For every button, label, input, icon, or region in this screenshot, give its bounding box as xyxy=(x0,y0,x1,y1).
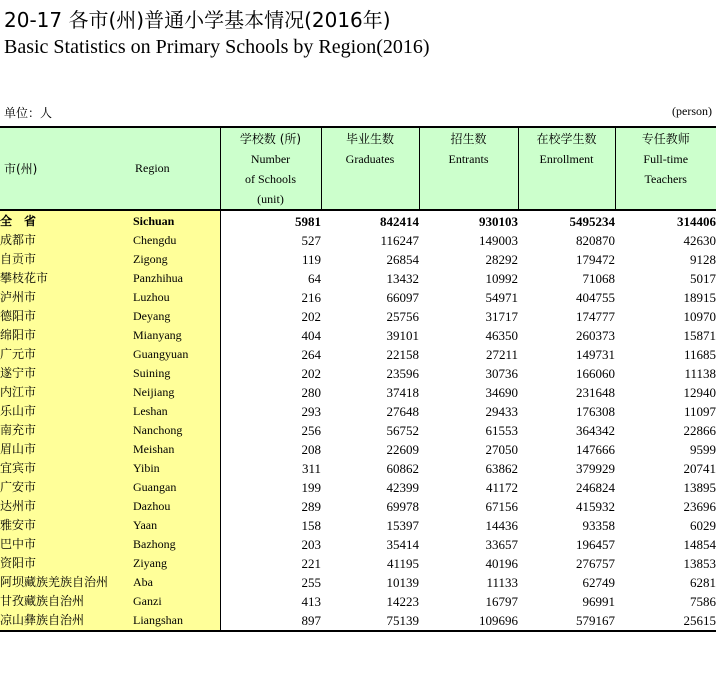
graduates-cell: 42399 xyxy=(386,480,419,495)
teachers-cell: 314406 xyxy=(677,213,716,229)
entrants-cell: 930103 xyxy=(479,213,518,229)
enrollment-cell: 179472 xyxy=(576,252,615,267)
region-name-cn: 攀枝花市 xyxy=(0,269,133,288)
region-name-cn: 成都市 xyxy=(0,231,133,250)
region-name-cn: 南充市 xyxy=(0,421,133,440)
region-name-en: Ziyang xyxy=(133,554,220,573)
table-row xyxy=(0,231,716,250)
enrollment-cell: 196457 xyxy=(576,537,615,552)
table-row xyxy=(0,364,716,383)
region-name-cn: 甘孜藏族自治州 xyxy=(0,592,133,611)
region-name-en: Mianyang xyxy=(133,326,220,345)
header-entrants-en: Entrants xyxy=(448,152,489,166)
graduates-cell: 69978 xyxy=(386,499,419,514)
table-row xyxy=(0,459,716,478)
region-name-cn: 乐山市 xyxy=(0,402,133,421)
enrollment-cell: 276757 xyxy=(576,556,615,571)
table-row xyxy=(0,611,716,631)
header-region-cn: 市(州) xyxy=(0,127,133,210)
table-row xyxy=(0,592,716,611)
enrollment-cell: 364342 xyxy=(576,423,615,438)
schools-cell: 311 xyxy=(220,459,321,478)
teachers-cell: 9599 xyxy=(690,442,716,457)
teachers-cell: 23696 xyxy=(683,499,716,514)
statistics-table xyxy=(0,126,716,632)
schools-cell: 413 xyxy=(220,592,321,611)
region-name-cn: 内江市 xyxy=(0,383,133,402)
region-name-cn: 德阳市 xyxy=(0,307,133,326)
table-row xyxy=(0,573,716,592)
entrants-cell: 33657 xyxy=(485,537,518,552)
graduates-cell: 842414 xyxy=(380,213,419,229)
region-name-en: Aba xyxy=(133,573,220,592)
entrants-cell: 30736 xyxy=(485,366,518,381)
region-name-en: Panzhihua xyxy=(133,269,220,288)
schools-cell: 202 xyxy=(220,364,321,383)
teachers-cell: 6029 xyxy=(690,518,716,533)
table-row xyxy=(0,383,716,402)
table-row xyxy=(0,307,716,326)
schools-cell: 404 xyxy=(220,326,321,345)
graduates-cell: 41195 xyxy=(386,556,419,571)
table-row xyxy=(0,269,716,288)
unit-label-cn: 单位：人 xyxy=(4,106,53,120)
teachers-cell: 10970 xyxy=(683,309,716,324)
graduates-cell: 25756 xyxy=(386,309,419,324)
entrants-cell: 67156 xyxy=(485,499,518,514)
region-name-cn: 凉山彝族自治州 xyxy=(0,611,133,631)
table-row xyxy=(0,288,716,307)
schools-cell: 119 xyxy=(220,250,321,269)
graduates-cell: 75139 xyxy=(321,611,419,631)
schools-cell: 264 xyxy=(220,345,321,364)
header-schools xyxy=(220,127,321,210)
entrants-cell: 34690 xyxy=(485,385,518,400)
teachers-cell: 20741 xyxy=(683,461,716,476)
region-name-cn: 达州市 xyxy=(0,497,133,516)
region-name-en: Luzhou xyxy=(133,288,220,307)
region-name-en: Bazhong xyxy=(133,535,220,554)
header-teachers-cn: 专任教师 xyxy=(641,132,690,146)
region-name-en: Liangshan xyxy=(133,611,220,631)
teachers-cell: 42630 xyxy=(683,233,716,248)
page-title-cn: 20-17 各市(州)普通小学基本情况(2016年) xyxy=(4,8,391,32)
table-row xyxy=(0,497,716,516)
teachers-cell: 5017 xyxy=(690,271,716,286)
enrollment-cell: 149731 xyxy=(576,347,615,362)
table-row xyxy=(0,440,716,459)
teachers-cell: 12940 xyxy=(683,385,716,400)
entrants-cell: 10992 xyxy=(485,271,518,286)
graduates-cell: 37418 xyxy=(386,385,419,400)
table-row xyxy=(0,478,716,497)
header-enrollment-en: Enrollment xyxy=(539,152,594,166)
schools-cell: 255 xyxy=(220,573,321,592)
region-name-cn: 全 省 xyxy=(0,210,133,231)
region-name-en: Suining xyxy=(133,364,220,383)
entrants-cell: 63862 xyxy=(485,461,518,476)
teachers-cell: 15871 xyxy=(683,328,716,343)
entrants-cell: 14436 xyxy=(485,518,518,533)
entrants-cell: 27211 xyxy=(485,347,518,362)
graduates-cell: 60862 xyxy=(386,461,419,476)
enrollment-cell: 71068 xyxy=(582,271,615,286)
header-teachers-en-1: Full-time xyxy=(643,152,689,166)
graduates-cell: 35414 xyxy=(386,537,419,552)
enrollment-cell: 174777 xyxy=(576,309,615,324)
enrollment-cell: 379929 xyxy=(576,461,615,476)
graduates-cell: 22609 xyxy=(386,442,419,457)
enrollment-cell: 93358 xyxy=(582,518,615,533)
schools-cell: 280 xyxy=(220,383,321,402)
header-entrants-cn: 招生数 xyxy=(450,132,487,146)
header-enrollment-cn: 在校学生数 xyxy=(536,132,597,146)
schools-cell: 527 xyxy=(220,231,321,250)
enrollment-cell: 404755 xyxy=(576,290,615,305)
entrants-cell: 40196 xyxy=(485,556,518,571)
schools-cell: 897 xyxy=(220,611,321,631)
header-graduates-en: Graduates xyxy=(345,152,395,166)
page-title-en: Basic Statistics on Primary Schools by Region(2016) xyxy=(4,36,430,58)
unit-label-en: (person) xyxy=(672,104,712,118)
region-name-cn: 资阳市 xyxy=(0,554,133,573)
header-schools-en-1: Number xyxy=(250,152,291,166)
region-name-cn: 阿坝藏族羌族自治州 xyxy=(0,573,133,592)
enrollment-cell: 579167 xyxy=(518,611,615,631)
header-graduates xyxy=(321,127,419,210)
header-schools-en-3: (unit) xyxy=(257,192,284,206)
region-name-cn: 绵阳市 xyxy=(0,326,133,345)
region-name-en: Chengdu xyxy=(133,231,220,250)
entrants-cell: 109696 xyxy=(419,611,518,631)
region-name-en: Yibin xyxy=(133,459,220,478)
table-row xyxy=(0,535,716,554)
region-name-cn: 眉山市 xyxy=(0,440,133,459)
schools-cell: 199 xyxy=(220,478,321,497)
region-name-cn: 遂宁市 xyxy=(0,364,133,383)
region-name-en: Dazhou xyxy=(133,497,220,516)
schools-cell: 158 xyxy=(220,516,321,535)
enrollment-cell: 415932 xyxy=(576,499,615,514)
table-row xyxy=(0,250,716,269)
enrollment-cell: 96991 xyxy=(582,594,615,609)
region-name-en: Guangan xyxy=(133,478,220,497)
header-schools-cn: 学校数 (所) xyxy=(239,132,302,146)
graduates-cell: 27648 xyxy=(386,404,419,419)
region-name-en: Ganzi xyxy=(133,592,220,611)
table-row-total xyxy=(0,210,716,231)
entrants-cell: 149003 xyxy=(479,233,518,248)
entrants-cell: 61553 xyxy=(485,423,518,438)
schools-cell: 208 xyxy=(220,440,321,459)
enrollment-cell: 820870 xyxy=(576,233,615,248)
teachers-cell: 13853 xyxy=(683,556,716,571)
enrollment-cell: 166060 xyxy=(576,366,615,381)
entrants-cell: 27050 xyxy=(485,442,518,457)
region-name-cn: 宜宾市 xyxy=(0,459,133,478)
graduates-cell: 116247 xyxy=(380,233,419,248)
entrants-cell: 11133 xyxy=(486,575,518,590)
header-teachers xyxy=(615,127,716,210)
graduates-cell: 39101 xyxy=(386,328,419,343)
enrollment-cell: 62749 xyxy=(582,575,615,590)
teachers-cell: 22866 xyxy=(683,423,716,438)
header-teachers-en-2: Teachers xyxy=(644,172,687,186)
schools-cell: 216 xyxy=(220,288,321,307)
region-name-en: Guangyuan xyxy=(133,345,220,364)
teachers-cell: 14854 xyxy=(683,537,716,552)
enrollment-cell: 246824 xyxy=(576,480,615,495)
entrants-cell: 54971 xyxy=(485,290,518,305)
schools-cell: 293 xyxy=(220,402,321,421)
region-name-cn: 巴中市 xyxy=(0,535,133,554)
table-row xyxy=(0,326,716,345)
region-name-en: Neijiang xyxy=(133,383,220,402)
header-graduates-cn: 毕业生数 xyxy=(345,132,394,146)
enrollment-cell: 176308 xyxy=(576,404,615,419)
table-row xyxy=(0,345,716,364)
enrollment-cell: 5495234 xyxy=(569,213,615,229)
teachers-cell: 18915 xyxy=(683,290,716,305)
table-row xyxy=(0,554,716,573)
region-name-en: Nanchong xyxy=(133,421,220,440)
region-name-cn: 泸州市 xyxy=(0,288,133,307)
graduates-cell: 26854 xyxy=(386,252,419,267)
table-header-row xyxy=(0,127,716,210)
region-name-cn: 自贡市 xyxy=(0,250,133,269)
region-name-cn: 广元市 xyxy=(0,345,133,364)
teachers-cell: 11097 xyxy=(683,404,716,419)
schools-cell: 289 xyxy=(220,497,321,516)
enrollment-cell: 260373 xyxy=(576,328,615,343)
header-schools-en-2: of Schools xyxy=(245,172,296,186)
region-name-en: Zigong xyxy=(133,250,220,269)
graduates-cell: 22158 xyxy=(386,347,419,362)
graduates-cell: 13432 xyxy=(386,271,419,286)
entrants-cell: 31717 xyxy=(485,309,518,324)
header-enrollment xyxy=(518,127,615,210)
teachers-cell: 6281 xyxy=(690,575,716,590)
graduates-cell: 56752 xyxy=(386,423,419,438)
entrants-cell: 29433 xyxy=(485,404,518,419)
graduates-cell: 10139 xyxy=(386,575,419,590)
region-name-en: Yaan xyxy=(133,516,220,535)
teachers-cell: 25615 xyxy=(615,611,716,631)
schools-cell: 221 xyxy=(220,554,321,573)
graduates-cell: 66097 xyxy=(386,290,419,305)
schools-cell: 5981 xyxy=(220,210,321,231)
enrollment-cell: 231648 xyxy=(576,385,615,400)
teachers-cell: 9128 xyxy=(690,252,716,267)
schools-cell: 256 xyxy=(220,421,321,440)
teachers-cell: 11138 xyxy=(684,366,716,381)
entrants-cell: 28292 xyxy=(485,252,518,267)
teachers-cell: 11685 xyxy=(683,347,716,362)
header-entrants xyxy=(419,127,518,210)
region-name-en: Sichuan xyxy=(133,210,220,231)
teachers-cell: 7586 xyxy=(690,594,716,609)
region-name-en: Meishan xyxy=(133,440,220,459)
region-name-cn: 广安市 xyxy=(0,478,133,497)
schools-cell: 202 xyxy=(220,307,321,326)
region-name-en: Leshan xyxy=(133,402,220,421)
teachers-cell: 13895 xyxy=(683,480,716,495)
entrants-cell: 16797 xyxy=(485,594,518,609)
graduates-cell: 15397 xyxy=(386,518,419,533)
graduates-cell: 23596 xyxy=(386,366,419,381)
entrants-cell: 41172 xyxy=(485,480,518,495)
table-row xyxy=(0,516,716,535)
header-region-en: Region xyxy=(133,127,220,210)
schools-cell: 203 xyxy=(220,535,321,554)
graduates-cell: 14223 xyxy=(386,594,419,609)
table-row xyxy=(0,421,716,440)
enrollment-cell: 147666 xyxy=(576,442,615,457)
schools-cell: 64 xyxy=(220,269,321,288)
region-name-cn: 雅安市 xyxy=(0,516,133,535)
entrants-cell: 46350 xyxy=(485,328,518,343)
table-row xyxy=(0,402,716,421)
region-name-en: Deyang xyxy=(133,307,220,326)
